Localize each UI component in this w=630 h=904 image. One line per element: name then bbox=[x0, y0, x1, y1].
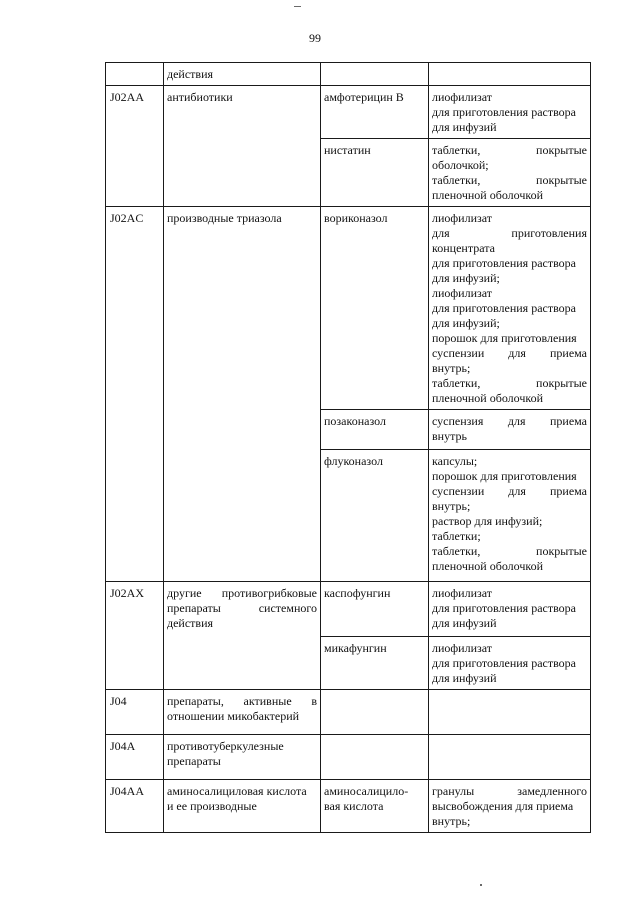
table-row bbox=[106, 207, 591, 410]
text-line: лиофилизат bbox=[432, 90, 493, 104]
text-line: препараты, активные в bbox=[167, 694, 317, 708]
text-line: вориконазол bbox=[324, 211, 388, 225]
text-line: лиофилизат bbox=[432, 211, 493, 225]
cell-forms bbox=[429, 690, 591, 735]
text-line: отношении микобактерий bbox=[167, 709, 300, 723]
cell-substance bbox=[321, 780, 429, 833]
cell-forms bbox=[429, 582, 591, 637]
table-row bbox=[106, 86, 591, 139]
text-line: внутрь; bbox=[432, 361, 471, 375]
text-line: противотуберкулезные bbox=[167, 739, 284, 753]
text-line: пленочной оболочкой bbox=[432, 188, 544, 202]
table-row bbox=[106, 582, 591, 637]
cell-substance bbox=[321, 735, 429, 780]
cell-forms bbox=[429, 86, 591, 139]
text-line: для инфузий; bbox=[432, 316, 500, 330]
text-line: нистатин bbox=[324, 143, 371, 157]
cell-code: J04A bbox=[106, 735, 164, 780]
text-line: лиофилизат bbox=[432, 286, 493, 300]
cell-code: J04AA bbox=[106, 780, 164, 833]
cell-substance bbox=[321, 410, 429, 450]
cell-substance bbox=[321, 139, 429, 207]
text-line: каспофунгин bbox=[324, 586, 391, 600]
cell-substance bbox=[321, 450, 429, 582]
text-line: суспензии для приема bbox=[432, 484, 587, 498]
cell-group bbox=[164, 207, 321, 582]
table-row bbox=[106, 735, 591, 780]
text-line: пленочной оболочкой bbox=[432, 559, 544, 573]
text-line: порошок для приготовления bbox=[432, 331, 577, 345]
text-line: для инфузий bbox=[432, 120, 497, 134]
cell-substance bbox=[321, 207, 429, 410]
cell-group bbox=[164, 582, 321, 690]
text-line: внутрь bbox=[432, 429, 467, 443]
text-line: препараты системного bbox=[167, 601, 317, 615]
cell-code: J04 bbox=[106, 690, 164, 735]
text-line: для инфузий; bbox=[432, 271, 500, 285]
cell-forms bbox=[429, 139, 591, 207]
text-line: для приготовления раствора bbox=[432, 105, 576, 119]
drug-table bbox=[105, 62, 591, 833]
text-line: производные триазола bbox=[167, 211, 282, 225]
text-line: раствор для инфузий; bbox=[432, 514, 543, 528]
text-line: для приготовления bbox=[432, 226, 587, 240]
text-line: внутрь; bbox=[432, 814, 471, 828]
text-line: аминосалицило- bbox=[324, 784, 409, 798]
text-line: препараты bbox=[167, 754, 221, 768]
text-line: для инфузий bbox=[432, 671, 497, 685]
cell-group bbox=[164, 735, 321, 780]
text-line: лиофилизат bbox=[432, 641, 493, 655]
cell-substance bbox=[321, 582, 429, 637]
text-line: амфотерицин В bbox=[324, 90, 404, 104]
text-line: суспензии для приема bbox=[432, 346, 587, 360]
table-row bbox=[106, 690, 591, 735]
text-line: гранулы замедленного bbox=[432, 784, 587, 798]
cell-forms bbox=[429, 450, 591, 582]
cell-forms bbox=[429, 637, 591, 690]
text-line: таблетки, покрытые bbox=[432, 544, 587, 558]
scan-mark-top bbox=[294, 6, 301, 7]
cell-group bbox=[164, 780, 321, 833]
text-line: антибиотики bbox=[167, 90, 233, 104]
cell-substance bbox=[321, 63, 429, 86]
text-line: для инфузий bbox=[432, 616, 497, 630]
text-line: микафунгин bbox=[324, 641, 387, 655]
text-line: для приготовления раствора bbox=[432, 656, 576, 670]
cell-substance bbox=[321, 86, 429, 139]
text-line: и ее производные bbox=[167, 799, 257, 813]
text-line: таблетки, покрытые bbox=[432, 376, 587, 390]
text-line: лиофилизат bbox=[432, 586, 493, 600]
text-line: оболочкой; bbox=[432, 158, 489, 172]
text-line: флуконазол bbox=[324, 454, 383, 468]
text-line: для приготовления раствора bbox=[432, 256, 576, 270]
cell-substance bbox=[321, 690, 429, 735]
text-line: капсулы; bbox=[432, 454, 478, 468]
text-line: пленочной оболочкой bbox=[432, 391, 544, 405]
text-line: высвобождения для приема bbox=[432, 799, 574, 813]
text-line: позаконазол bbox=[324, 414, 386, 428]
page-number: 99 bbox=[309, 31, 321, 45]
continuation-row bbox=[106, 63, 591, 86]
text-line: действия bbox=[167, 616, 214, 630]
cell-code: J02AA bbox=[106, 86, 164, 207]
text-line: таблетки, покрытые bbox=[432, 143, 587, 157]
cell-forms bbox=[429, 207, 591, 410]
cell-forms bbox=[429, 780, 591, 833]
cell-forms bbox=[429, 410, 591, 450]
text-line: порошок для приготовления bbox=[432, 469, 577, 483]
text-line: концентрата bbox=[432, 241, 495, 255]
text-line: таблетки; bbox=[432, 529, 481, 543]
text-line: внутрь; bbox=[432, 499, 471, 513]
cell-code bbox=[106, 63, 164, 86]
text-line: для приготовления раствора bbox=[432, 601, 576, 615]
text-line: другие противогрибковые bbox=[167, 586, 317, 600]
cell-group bbox=[164, 86, 321, 207]
text-line: для приготовления раствора bbox=[432, 301, 576, 315]
cell-group bbox=[164, 690, 321, 735]
scan-mark-bottom bbox=[480, 884, 482, 886]
cell-code: J02AX bbox=[106, 582, 164, 690]
cell-forms bbox=[429, 735, 591, 780]
cell-forms bbox=[429, 63, 591, 86]
text-line: аминосалициловая кислота bbox=[167, 784, 307, 798]
text-line: суспензия для приема bbox=[432, 414, 587, 428]
cell-group: действия bbox=[164, 63, 321, 86]
text-line: вая кислота bbox=[324, 799, 384, 813]
cell-substance bbox=[321, 637, 429, 690]
table-row bbox=[106, 780, 591, 833]
cell-code: J02AC bbox=[106, 207, 164, 582]
table-body bbox=[106, 63, 591, 833]
text-line: таблетки, покрытые bbox=[432, 173, 587, 187]
